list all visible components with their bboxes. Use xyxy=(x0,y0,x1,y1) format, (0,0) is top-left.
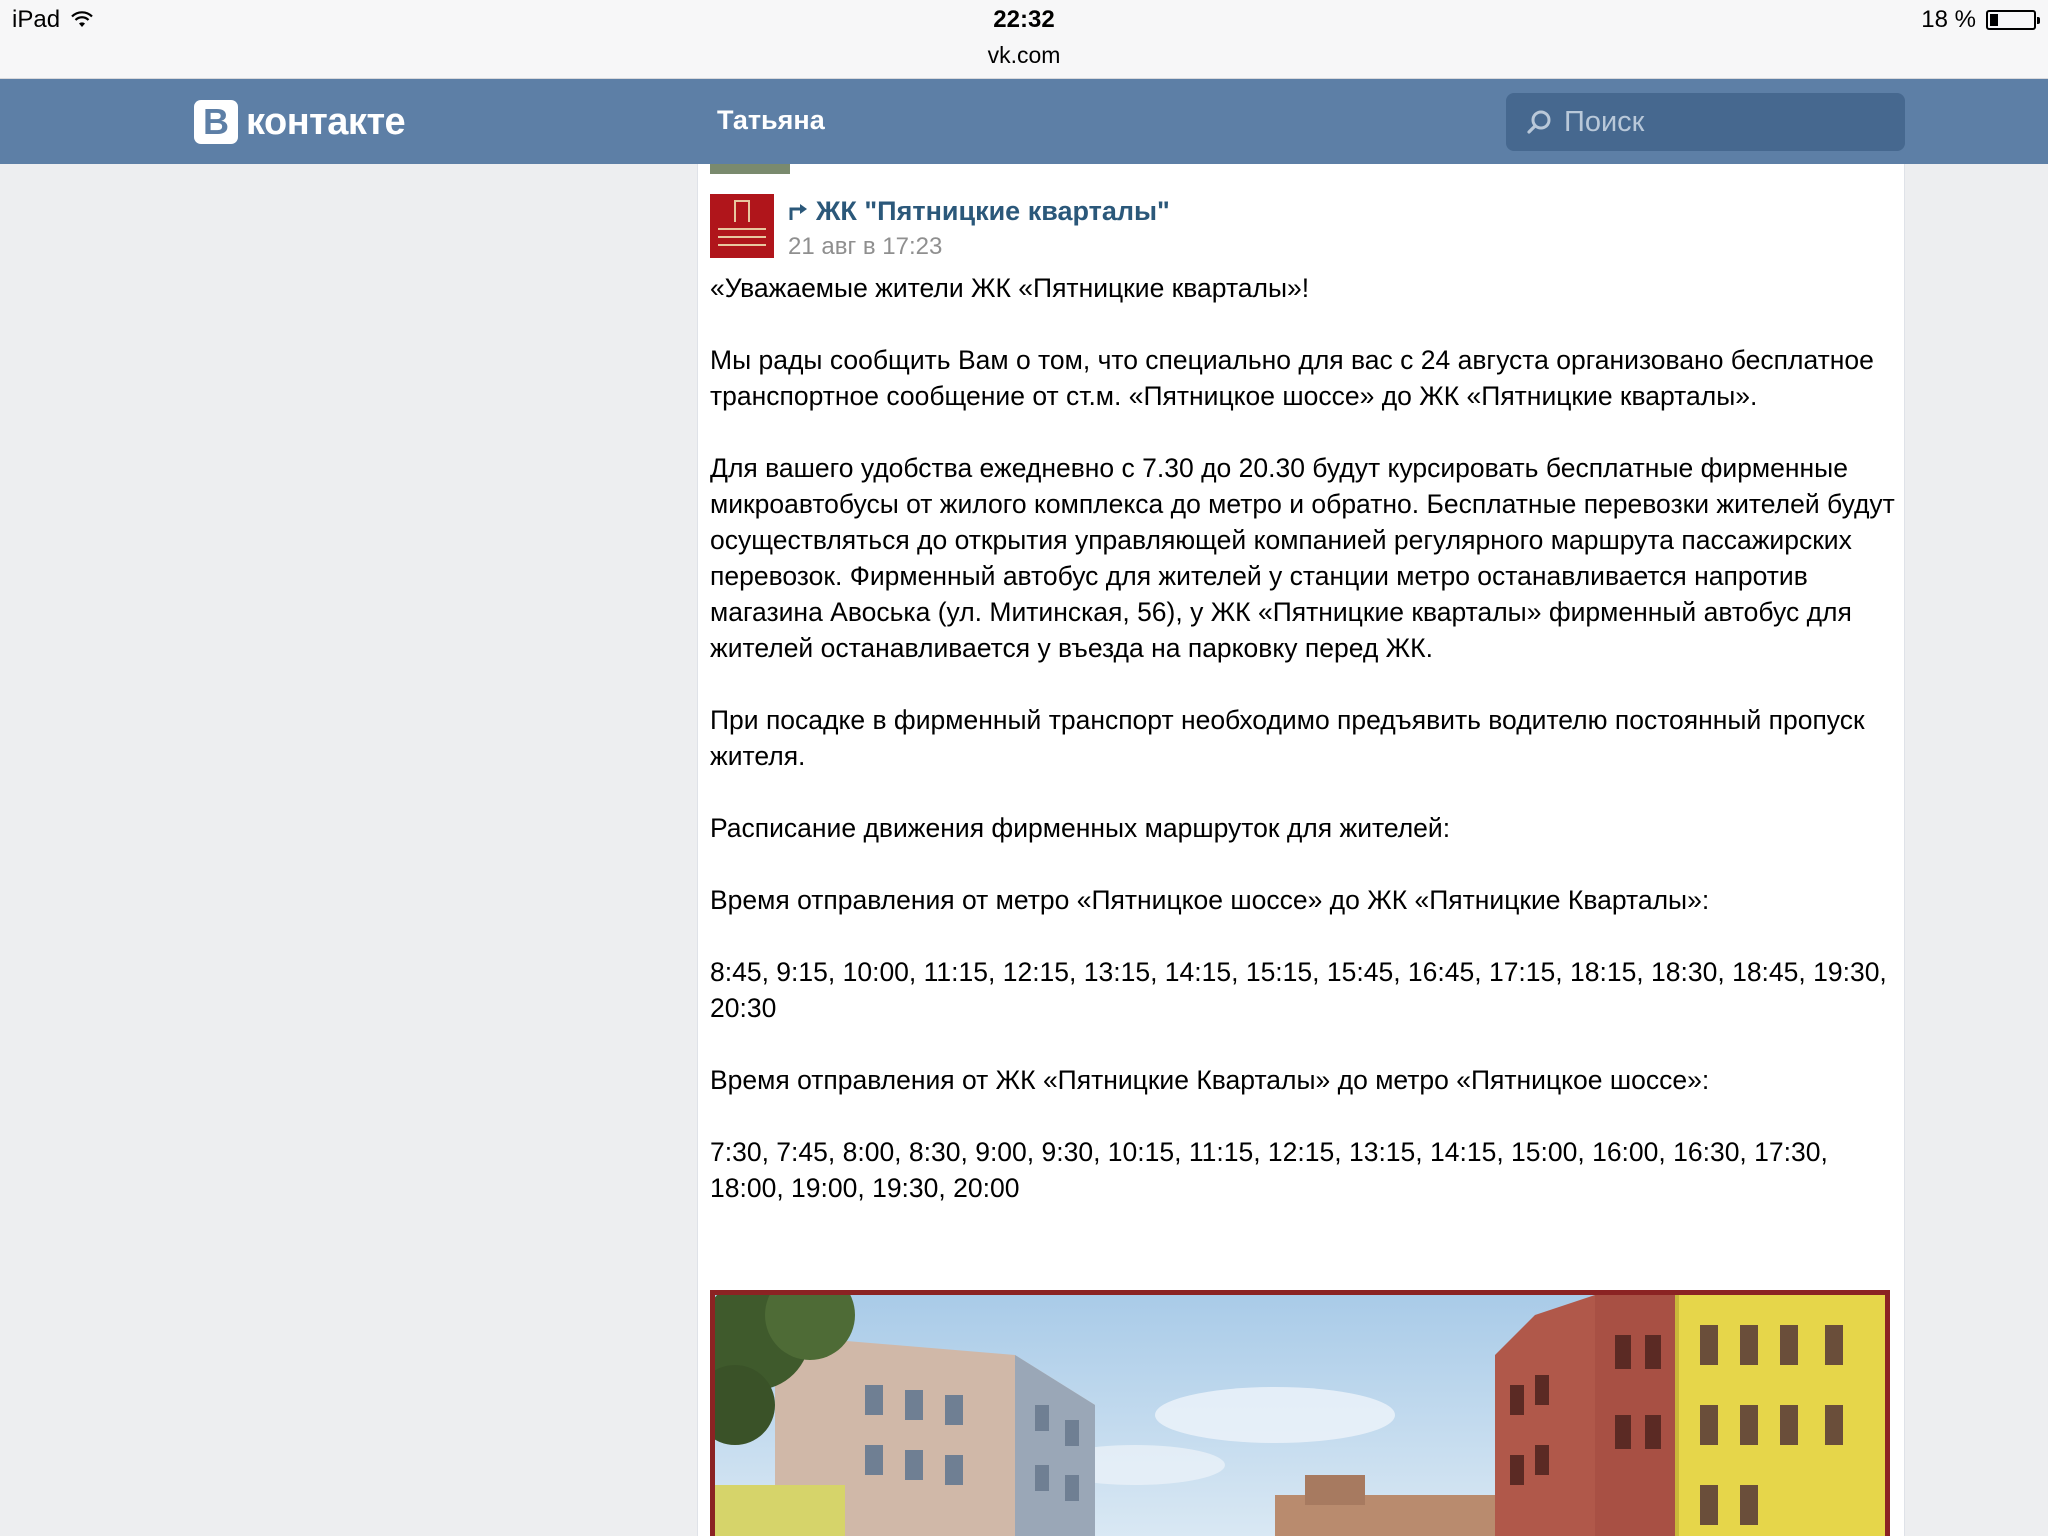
vk-header xyxy=(0,79,2048,164)
ios-status-bar xyxy=(0,0,2048,79)
address-bar-url[interactable]: vk.com xyxy=(987,42,1061,68)
post-paragraph: 7:30, 7:45, 8:00, 8:30, 9:00, 9:30, 10:15, 11:15, 12:15, 13:15, 14:15, 15:00, 16:00, 16:30, 17:30, 18:00, 19:00, 19:30, 20:00 xyxy=(710,1137,1828,1203)
status-time: 22:32 xyxy=(993,6,1055,33)
battery-percent: 18 % xyxy=(1921,6,1976,33)
group-avatar[interactable] xyxy=(710,194,774,258)
search-input[interactable] xyxy=(1562,105,1896,140)
post-paragraph: Расписание движения фирменных маршруток для жителей: xyxy=(710,813,1451,843)
search-box[interactable] xyxy=(1506,93,1905,151)
main-content xyxy=(697,164,1905,1536)
vk-logo[interactable] xyxy=(194,100,405,144)
group-name-link[interactable] xyxy=(788,196,1170,227)
repost-icon xyxy=(788,202,810,222)
post-paragraph: «Уважаемые жители ЖК «Пятницкие кварталы»! xyxy=(710,273,1310,303)
group-name: ЖК "Пятницкие кварталы" xyxy=(816,196,1170,226)
device-name: iPad xyxy=(12,6,61,33)
post-paragraph: Мы рады сообщить Вам о том, что специально для вас с 24 августа организовано бесплатное транспортное сообщение от ст.м. «Пятницкое шоссе» до ЖК «Пятницкие кварталы». xyxy=(710,345,1874,411)
previous-post-thumbnail[interactable] xyxy=(710,164,790,174)
building-photo xyxy=(715,1295,1885,1536)
battery-icon xyxy=(1986,10,2036,30)
status-right xyxy=(1921,6,2036,34)
post-paragraph: Время отправления от ЖК «Пятницкие Кварталы» до метро «Пятницкое шоссе»: xyxy=(710,1065,1710,1095)
vk-logo-text: контакте xyxy=(246,100,406,143)
post-paragraph: Время отправления от метро «Пятницкое шоссе» до ЖК «Пятницкие Кварталы»: xyxy=(710,885,1710,915)
search-icon xyxy=(1526,109,1552,135)
post-paragraph: Для вашего удобства ежедневно с 7.30 до 20.30 будут курсировать бесплатные фирменные микроавтобусы от жилого комплекса до метро и обратно. Бесплатные перевозки жителей будут осуществляться до открытия управляющей компанией регулярного маршрута пассажирских перевозок. Фирменный автобус для жителей у станции метро останавливается напротив магазина Авоська (ул. Митинская, 56), у ЖК «Пятницкие кварталы» фирменный автобус для жителей останавливается у въезда на парковку перед ЖК. xyxy=(710,453,1895,663)
vk-logo-icon: B xyxy=(194,100,238,144)
post-paragraph: При посадке в фирменный транспорт необходимо предъявить водителю постоянный пропуск жителя. xyxy=(710,705,1865,771)
post-image[interactable] xyxy=(710,1290,1890,1536)
post-header-text xyxy=(788,194,1170,261)
post-text xyxy=(710,270,1895,1242)
user-name-link[interactable]: Татьяна xyxy=(717,105,825,135)
post-paragraph: 8:45, 9:15, 10:00, 11:15, 12:15, 13:15, 14:15, 15:15, 15:45, 16:45, 17:15, 18:15, 18:30, 18:45, 19:30, 20:30 xyxy=(710,957,1887,1023)
battery-fill xyxy=(1990,14,1998,26)
post-header xyxy=(710,194,1170,261)
post-date[interactable]: 21 авг в 17:23 xyxy=(788,233,943,260)
